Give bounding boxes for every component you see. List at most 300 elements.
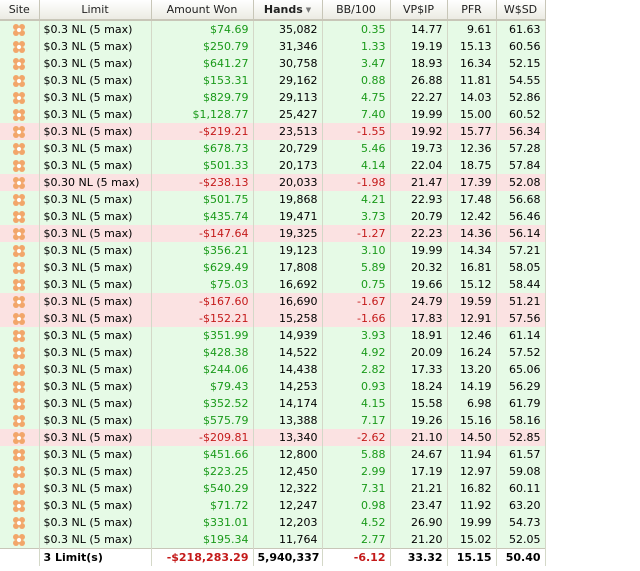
table-row[interactable] bbox=[0, 55, 545, 72]
column-header-amount-won[interactable]: Amount Won bbox=[151, 0, 253, 20]
bb100-cell: -1.66 bbox=[322, 310, 390, 327]
site-cell bbox=[0, 276, 39, 293]
poker-site-logo-icon bbox=[11, 125, 27, 139]
site-cell bbox=[0, 395, 39, 412]
bb100-cell: 4.15 bbox=[322, 395, 390, 412]
site-cell bbox=[0, 72, 39, 89]
bb100-cell: 5.89 bbox=[322, 259, 390, 276]
vpip-cell: 14.77 bbox=[390, 20, 447, 38]
hands-cell: 19,868 bbox=[253, 191, 322, 208]
limit-cell: $0.3 NL (5 max) bbox=[39, 106, 151, 123]
limit-cell: $0.3 NL (5 max) bbox=[39, 497, 151, 514]
pfr-cell: 14.36 bbox=[447, 225, 496, 242]
poker-site-logo-icon bbox=[11, 40, 27, 54]
hands-cell: 17,808 bbox=[253, 259, 322, 276]
wsd-cell: 52.15 bbox=[496, 55, 545, 72]
amount-won-cell: $435.74 bbox=[151, 208, 253, 225]
site-cell bbox=[0, 378, 39, 395]
poker-site-logo-icon bbox=[11, 57, 27, 71]
vpip-cell: 20.09 bbox=[390, 344, 447, 361]
site-cell bbox=[0, 361, 39, 378]
vpip-cell: 19.66 bbox=[390, 276, 447, 293]
poker-site-logo-icon bbox=[11, 193, 27, 207]
amount-won-cell: $195.34 bbox=[151, 531, 253, 549]
pfr-cell: 12.91 bbox=[447, 310, 496, 327]
wsd-cell: 57.21 bbox=[496, 242, 545, 259]
site-cell bbox=[0, 208, 39, 225]
column-header-limit[interactable]: Limit bbox=[39, 0, 151, 20]
table-row[interactable] bbox=[0, 531, 545, 549]
poker-site-logo-icon bbox=[11, 159, 27, 173]
poker-site-logo-icon bbox=[11, 261, 27, 275]
bb100-cell: 2.77 bbox=[322, 531, 390, 549]
site-cell bbox=[0, 157, 39, 174]
limit-cell: $0.3 NL (5 max) bbox=[39, 327, 151, 344]
bb100-cell: 0.88 bbox=[322, 72, 390, 89]
poker-site-logo-icon bbox=[11, 278, 27, 292]
wsd-cell: 58.05 bbox=[496, 259, 545, 276]
poker-site-logo-icon bbox=[11, 295, 27, 309]
vpip-cell: 19.73 bbox=[390, 140, 447, 157]
bb100-cell: 7.31 bbox=[322, 480, 390, 497]
amount-won-cell: -$152.21 bbox=[151, 310, 253, 327]
poker-site-logo-icon bbox=[11, 108, 27, 122]
limit-cell: $0.3 NL (5 max) bbox=[39, 259, 151, 276]
hands-cell: 19,123 bbox=[253, 242, 322, 259]
poker-site-logo-icon bbox=[11, 74, 27, 88]
table-row[interactable] bbox=[0, 361, 545, 378]
amount-won-cell: -$167.60 bbox=[151, 293, 253, 310]
limit-cell: $0.3 NL (5 max) bbox=[39, 276, 151, 293]
pfr-cell: 16.82 bbox=[447, 480, 496, 497]
amount-won-cell: -$147.64 bbox=[151, 225, 253, 242]
wsd-cell: 65.06 bbox=[496, 361, 545, 378]
totals-vpip: 33.32 bbox=[390, 549, 447, 567]
vpip-cell: 22.04 bbox=[390, 157, 447, 174]
vpip-cell: 26.90 bbox=[390, 514, 447, 531]
pfr-cell: 15.16 bbox=[447, 412, 496, 429]
pfr-cell: 15.02 bbox=[447, 531, 496, 549]
column-header-pfr[interactable]: PFR bbox=[447, 0, 496, 20]
poker-site-logo-icon bbox=[11, 23, 27, 37]
wsd-cell: 57.56 bbox=[496, 310, 545, 327]
hands-cell: 14,438 bbox=[253, 361, 322, 378]
pfr-cell: 11.92 bbox=[447, 497, 496, 514]
table-row[interactable] bbox=[0, 429, 545, 446]
poker-site-logo-icon bbox=[11, 210, 27, 224]
bb100-cell: -2.62 bbox=[322, 429, 390, 446]
site-cell bbox=[0, 293, 39, 310]
poker-site-logo-icon bbox=[11, 176, 27, 190]
vpip-cell: 20.32 bbox=[390, 259, 447, 276]
wsd-cell: 61.79 bbox=[496, 395, 545, 412]
hands-cell: 14,253 bbox=[253, 378, 322, 395]
pfr-cell: 14.19 bbox=[447, 378, 496, 395]
site-cell bbox=[0, 89, 39, 106]
empty-area bbox=[546, 0, 640, 571]
amount-won-cell: $71.72 bbox=[151, 497, 253, 514]
poker-site-logo-icon bbox=[11, 346, 27, 360]
bb100-cell: 3.47 bbox=[322, 55, 390, 72]
site-cell bbox=[0, 463, 39, 480]
pfr-cell: 14.50 bbox=[447, 429, 496, 446]
bb100-cell: 0.35 bbox=[322, 20, 390, 38]
wsd-cell: 51.21 bbox=[496, 293, 545, 310]
table-row[interactable] bbox=[0, 344, 545, 361]
pfr-cell: 17.39 bbox=[447, 174, 496, 191]
hands-cell: 13,340 bbox=[253, 429, 322, 446]
limit-cell: $0.3 NL (5 max) bbox=[39, 412, 151, 429]
bb100-cell: 4.52 bbox=[322, 514, 390, 531]
site-cell bbox=[0, 123, 39, 140]
wsd-cell: 57.84 bbox=[496, 157, 545, 174]
bb100-cell: 4.14 bbox=[322, 157, 390, 174]
table-row[interactable] bbox=[0, 191, 545, 208]
pfr-cell: 14.03 bbox=[447, 89, 496, 106]
totals-wsd: 50.40 bbox=[496, 549, 545, 567]
pfr-cell: 11.81 bbox=[447, 72, 496, 89]
column-header-hands[interactable] bbox=[253, 0, 322, 20]
bb100-cell: 7.17 bbox=[322, 412, 390, 429]
table-row[interactable] bbox=[0, 140, 545, 157]
site-cell bbox=[0, 140, 39, 157]
hands-cell: 29,113 bbox=[253, 89, 322, 106]
pfr-cell: 15.13 bbox=[447, 38, 496, 55]
poker-site-logo-icon bbox=[11, 533, 27, 547]
bb100-cell: 3.10 bbox=[322, 242, 390, 259]
vpip-cell: 17.83 bbox=[390, 310, 447, 327]
site-cell bbox=[0, 106, 39, 123]
amount-won-cell: $356.21 bbox=[151, 242, 253, 259]
limit-cell: $0.3 NL (5 max) bbox=[39, 293, 151, 310]
vpip-cell: 19.19 bbox=[390, 38, 447, 55]
limit-cell: $0.3 NL (5 max) bbox=[39, 429, 151, 446]
poker-site-logo-icon bbox=[11, 244, 27, 258]
totals-pfr: 15.15 bbox=[447, 549, 496, 567]
vpip-cell: 23.47 bbox=[390, 497, 447, 514]
hands-cell: 30,758 bbox=[253, 55, 322, 72]
totals-amount-won: -$218,283.29 bbox=[151, 549, 253, 567]
pfr-cell: 15.77 bbox=[447, 123, 496, 140]
bb100-cell: -1.27 bbox=[322, 225, 390, 242]
bb100-cell: -1.55 bbox=[322, 123, 390, 140]
bb100-cell: 4.21 bbox=[322, 191, 390, 208]
table-row[interactable] bbox=[0, 259, 545, 276]
vpip-cell: 22.23 bbox=[390, 225, 447, 242]
wsd-cell: 59.08 bbox=[496, 463, 545, 480]
amount-won-cell: -$238.13 bbox=[151, 174, 253, 191]
column-header-vpip[interactable]: VP$IP bbox=[390, 0, 447, 20]
table-row[interactable] bbox=[0, 378, 545, 395]
hands-cell: 31,346 bbox=[253, 38, 322, 55]
pfr-cell: 12.46 bbox=[447, 327, 496, 344]
pfr-cell: 11.94 bbox=[447, 446, 496, 463]
pfr-cell: 9.61 bbox=[447, 20, 496, 38]
table-row[interactable] bbox=[0, 225, 545, 242]
table-row[interactable] bbox=[0, 446, 545, 463]
site-cell bbox=[0, 259, 39, 276]
hands-cell: 12,450 bbox=[253, 463, 322, 480]
site-cell bbox=[0, 480, 39, 497]
table-row[interactable] bbox=[0, 174, 545, 191]
bb100-cell: 4.92 bbox=[322, 344, 390, 361]
amount-won-cell: $540.29 bbox=[151, 480, 253, 497]
table-row[interactable] bbox=[0, 242, 545, 259]
hands-cell: 15,258 bbox=[253, 310, 322, 327]
grid-body bbox=[0, 20, 545, 549]
pfr-cell: 19.59 bbox=[447, 293, 496, 310]
table-row[interactable] bbox=[0, 514, 545, 531]
limit-cell: $0.3 NL (5 max) bbox=[39, 361, 151, 378]
totals-site-cell bbox=[0, 549, 39, 567]
hands-cell: 19,471 bbox=[253, 208, 322, 225]
wsd-cell: 57.28 bbox=[496, 140, 545, 157]
amount-won-cell: -$219.21 bbox=[151, 123, 253, 140]
limit-cell: $0.3 NL (5 max) bbox=[39, 378, 151, 395]
wsd-cell: 58.16 bbox=[496, 412, 545, 429]
hands-cell: 23,513 bbox=[253, 123, 322, 140]
vpip-cell: 24.79 bbox=[390, 293, 447, 310]
totals-hands: 5,940,337 bbox=[253, 549, 322, 567]
pfr-cell: 19.99 bbox=[447, 514, 496, 531]
poker-site-logo-icon bbox=[11, 91, 27, 105]
pfr-cell: 12.42 bbox=[447, 208, 496, 225]
amount-won-cell: $250.79 bbox=[151, 38, 253, 55]
totals-bb100: -6.12 bbox=[322, 549, 390, 567]
hands-cell: 12,322 bbox=[253, 480, 322, 497]
bb100-cell: 3.93 bbox=[322, 327, 390, 344]
hands-cell: 13,388 bbox=[253, 412, 322, 429]
vpip-cell: 20.79 bbox=[390, 208, 447, 225]
limit-cell: $0.3 NL (5 max) bbox=[39, 123, 151, 140]
limit-cell: $0.3 NL (5 max) bbox=[39, 157, 151, 174]
limit-cell: $0.30 NL (5 max) bbox=[39, 174, 151, 191]
amount-won-cell: $74.69 bbox=[151, 20, 253, 38]
limit-cell: $0.3 NL (5 max) bbox=[39, 72, 151, 89]
site-cell bbox=[0, 174, 39, 191]
table-row[interactable] bbox=[0, 412, 545, 429]
wsd-cell: 56.29 bbox=[496, 378, 545, 395]
poker-site-logo-icon bbox=[11, 312, 27, 326]
table-row[interactable] bbox=[0, 72, 545, 89]
table-row[interactable] bbox=[0, 38, 545, 55]
bb100-cell: 0.98 bbox=[322, 497, 390, 514]
site-cell bbox=[0, 225, 39, 242]
table-row[interactable] bbox=[0, 293, 545, 310]
table-row[interactable] bbox=[0, 395, 545, 412]
wsd-cell: 58.44 bbox=[496, 276, 545, 293]
vpip-cell: 18.93 bbox=[390, 55, 447, 72]
wsd-cell: 63.20 bbox=[496, 497, 545, 514]
bb100-cell: 5.46 bbox=[322, 140, 390, 157]
vpip-cell: 21.20 bbox=[390, 531, 447, 549]
hands-cell: 12,800 bbox=[253, 446, 322, 463]
table-row[interactable] bbox=[0, 276, 545, 293]
amount-won-cell: $153.31 bbox=[151, 72, 253, 89]
table-row[interactable] bbox=[0, 208, 545, 225]
table-row[interactable] bbox=[0, 463, 545, 480]
site-cell bbox=[0, 20, 39, 38]
pfr-cell: 17.48 bbox=[447, 191, 496, 208]
site-cell bbox=[0, 514, 39, 531]
poker-site-logo-icon bbox=[11, 499, 27, 513]
site-cell bbox=[0, 429, 39, 446]
site-cell bbox=[0, 531, 39, 549]
table-row[interactable] bbox=[0, 123, 545, 140]
bb100-cell: 5.88 bbox=[322, 446, 390, 463]
poker-site-logo-icon bbox=[11, 465, 27, 479]
hands-cell: 14,522 bbox=[253, 344, 322, 361]
limit-cell: $0.3 NL (5 max) bbox=[39, 89, 151, 106]
pfr-cell: 14.34 bbox=[447, 242, 496, 259]
limit-cell: $0.3 NL (5 max) bbox=[39, 191, 151, 208]
hands-cell: 14,939 bbox=[253, 327, 322, 344]
column-header-hands-label: Hands bbox=[263, 3, 303, 16]
pfr-cell: 13.20 bbox=[447, 361, 496, 378]
column-header-site[interactable]: Site bbox=[0, 0, 39, 20]
table-row[interactable] bbox=[0, 480, 545, 497]
limit-cell: $0.3 NL (5 max) bbox=[39, 531, 151, 549]
limit-cell: $0.3 NL (5 max) bbox=[39, 480, 151, 497]
poker-site-logo-icon bbox=[11, 482, 27, 496]
amount-won-cell: $501.75 bbox=[151, 191, 253, 208]
bb100-cell: 3.73 bbox=[322, 208, 390, 225]
header-row bbox=[0, 0, 545, 20]
hands-cell: 16,690 bbox=[253, 293, 322, 310]
poker-site-logo-icon bbox=[11, 516, 27, 530]
bb100-cell: -1.67 bbox=[322, 293, 390, 310]
wsd-cell: 60.11 bbox=[496, 480, 545, 497]
amount-won-cell: -$209.81 bbox=[151, 429, 253, 446]
vpip-cell: 19.99 bbox=[390, 242, 447, 259]
hands-cell: 11,764 bbox=[253, 531, 322, 549]
amount-won-cell: $331.01 bbox=[151, 514, 253, 531]
poker-site-logo-icon bbox=[11, 397, 27, 411]
limit-cell: $0.3 NL (5 max) bbox=[39, 208, 151, 225]
table-row[interactable] bbox=[0, 106, 545, 123]
amount-won-cell: $79.43 bbox=[151, 378, 253, 395]
vpip-cell: 19.92 bbox=[390, 123, 447, 140]
limit-cell: $0.3 NL (5 max) bbox=[39, 446, 151, 463]
table-row[interactable] bbox=[0, 310, 545, 327]
vpip-cell: 19.26 bbox=[390, 412, 447, 429]
table-row[interactable] bbox=[0, 20, 545, 38]
bb100-cell: 0.93 bbox=[322, 378, 390, 395]
pfr-cell: 18.75 bbox=[447, 157, 496, 174]
hands-cell: 19,325 bbox=[253, 225, 322, 242]
vpip-cell: 22.27 bbox=[390, 89, 447, 106]
amount-won-cell: $352.52 bbox=[151, 395, 253, 412]
wsd-cell: 57.52 bbox=[496, 344, 545, 361]
limit-cell: $0.3 NL (5 max) bbox=[39, 140, 151, 157]
amount-won-cell: $428.38 bbox=[151, 344, 253, 361]
hands-cell: 20,173 bbox=[253, 157, 322, 174]
vpip-cell: 18.24 bbox=[390, 378, 447, 395]
wsd-cell: 60.56 bbox=[496, 38, 545, 55]
hands-cell: 12,203 bbox=[253, 514, 322, 531]
bb100-cell: 4.75 bbox=[322, 89, 390, 106]
hands-cell: 14,174 bbox=[253, 395, 322, 412]
hands-cell: 35,082 bbox=[253, 20, 322, 38]
bb100-cell: 7.40 bbox=[322, 106, 390, 123]
limit-cell: $0.3 NL (5 max) bbox=[39, 463, 151, 480]
table-row[interactable] bbox=[0, 497, 545, 514]
vpip-cell: 21.47 bbox=[390, 174, 447, 191]
wsd-cell: 52.86 bbox=[496, 89, 545, 106]
table-row[interactable] bbox=[0, 157, 545, 174]
poker-site-logo-icon bbox=[11, 431, 27, 445]
totals-limit: 3 Limit(s) bbox=[39, 549, 151, 567]
wsd-cell: 56.14 bbox=[496, 225, 545, 242]
hands-cell: 12,247 bbox=[253, 497, 322, 514]
column-header-wsd[interactable]: W$SD bbox=[496, 0, 545, 20]
limit-cell: $0.3 NL (5 max) bbox=[39, 395, 151, 412]
table-row[interactable] bbox=[0, 89, 545, 106]
site-cell bbox=[0, 55, 39, 72]
limit-cell: $0.3 NL (5 max) bbox=[39, 38, 151, 55]
wsd-cell: 52.85 bbox=[496, 429, 545, 446]
pfr-cell: 12.97 bbox=[447, 463, 496, 480]
site-cell bbox=[0, 446, 39, 463]
limit-cell: $0.3 NL (5 max) bbox=[39, 310, 151, 327]
limit-cell: $0.3 NL (5 max) bbox=[39, 344, 151, 361]
poker-site-logo-icon bbox=[11, 363, 27, 377]
amount-won-cell: $629.49 bbox=[151, 259, 253, 276]
vpip-cell: 21.21 bbox=[390, 480, 447, 497]
wsd-cell: 54.73 bbox=[496, 514, 545, 531]
wsd-cell: 54.55 bbox=[496, 72, 545, 89]
sort-descending-icon: ▼ bbox=[305, 6, 312, 14]
wsd-cell: 60.52 bbox=[496, 106, 545, 123]
wsd-cell: 61.63 bbox=[496, 20, 545, 38]
pfr-cell: 15.00 bbox=[447, 106, 496, 123]
vpip-cell: 15.58 bbox=[390, 395, 447, 412]
vpip-cell: 21.10 bbox=[390, 429, 447, 446]
site-cell bbox=[0, 327, 39, 344]
pfr-cell: 6.98 bbox=[447, 395, 496, 412]
site-cell bbox=[0, 242, 39, 259]
pfr-cell: 16.34 bbox=[447, 55, 496, 72]
amount-won-cell: $829.79 bbox=[151, 89, 253, 106]
pfr-cell: 16.81 bbox=[447, 259, 496, 276]
limit-cell: $0.3 NL (5 max) bbox=[39, 242, 151, 259]
site-cell bbox=[0, 310, 39, 327]
amount-won-cell: $1,128.77 bbox=[151, 106, 253, 123]
wsd-cell: 52.08 bbox=[496, 174, 545, 191]
poker-site-logo-icon bbox=[11, 329, 27, 343]
pfr-cell: 16.24 bbox=[447, 344, 496, 361]
vpip-cell: 17.33 bbox=[390, 361, 447, 378]
limit-cell: $0.3 NL (5 max) bbox=[39, 20, 151, 38]
vpip-cell: 18.91 bbox=[390, 327, 447, 344]
poker-site-logo-icon bbox=[11, 380, 27, 394]
limit-cell: $0.3 NL (5 max) bbox=[39, 514, 151, 531]
poker-site-logo-icon bbox=[11, 227, 27, 241]
hands-cell: 25,427 bbox=[253, 106, 322, 123]
table-row[interactable] bbox=[0, 327, 545, 344]
column-header-bb100[interactable]: BB/100 bbox=[322, 0, 390, 20]
hands-cell: 16,692 bbox=[253, 276, 322, 293]
wsd-cell: 56.34 bbox=[496, 123, 545, 140]
bb100-cell: -1.98 bbox=[322, 174, 390, 191]
pfr-cell: 15.12 bbox=[447, 276, 496, 293]
bb100-cell: 0.75 bbox=[322, 276, 390, 293]
wsd-cell: 61.14 bbox=[496, 327, 545, 344]
poker-site-logo-icon bbox=[11, 142, 27, 156]
pfr-cell: 12.36 bbox=[447, 140, 496, 157]
wsd-cell: 52.05 bbox=[496, 531, 545, 549]
wsd-cell: 61.57 bbox=[496, 446, 545, 463]
